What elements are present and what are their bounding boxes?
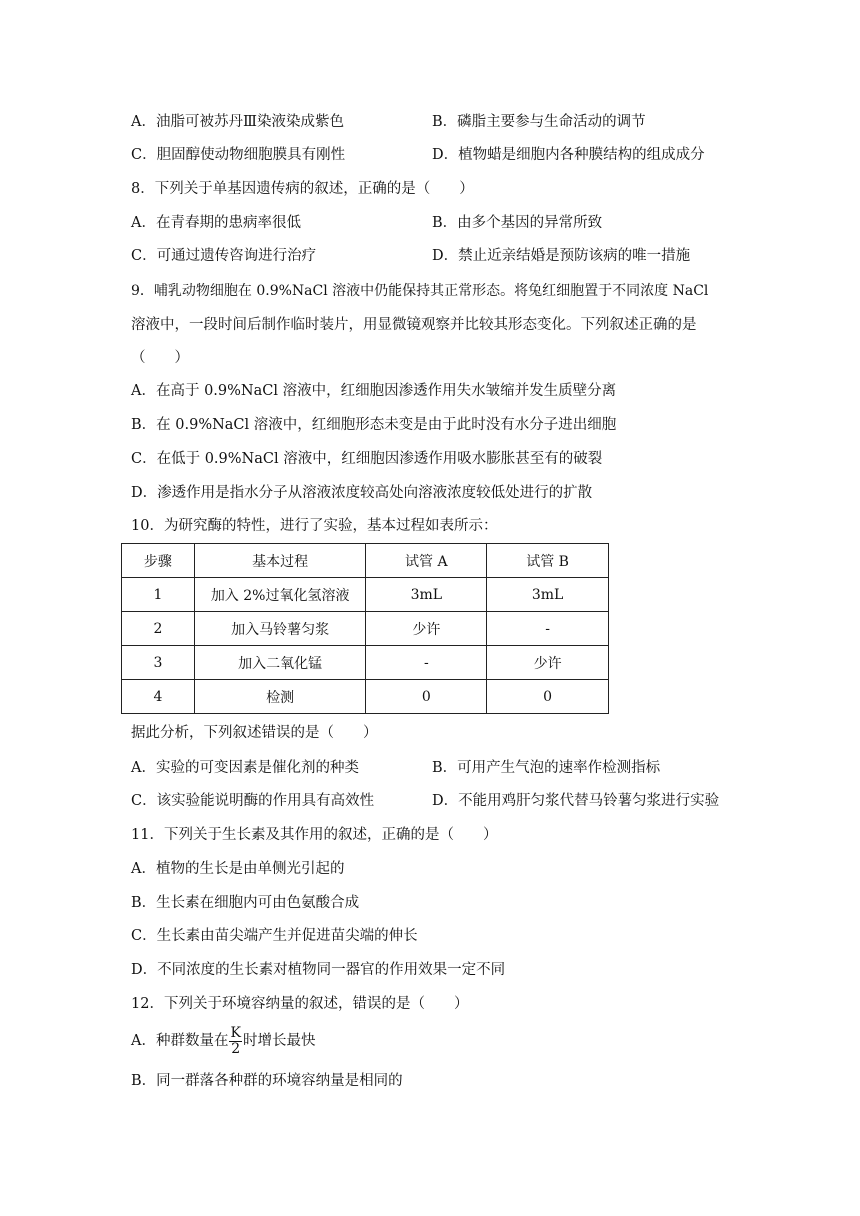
header-procedure: 基本过程 (194, 544, 366, 578)
q10-option-b: B．可用产生气泡的速率作检测指标 (432, 760, 661, 776)
cell-tube-b: 少许 (487, 646, 609, 680)
cell-step: 3 (122, 646, 195, 680)
experiment-table (121, 543, 609, 714)
cell-tube-a: 0 (366, 680, 487, 714)
cell-step: 1 (122, 578, 195, 612)
cell-step: 2 (122, 612, 195, 646)
q12-option-a-suffix: 时增长最快 (242, 1033, 316, 1049)
q10-stem: 10．为研究酶的特性，进行了实验，基本过程如表所示： (131, 518, 498, 534)
cell-tube-a: 少许 (366, 612, 487, 646)
cell-procedure: 加入 2%过氧化氢溶液 (194, 578, 366, 612)
q8-stem: 8．下列关于单基因遗传病的叙述，正确的是（ ） (131, 181, 474, 197)
q10-option-c: C．该实验能说明酶的作用具有高效性 (131, 793, 375, 809)
q8-option-b: B．由多个基因的异常所致 (432, 215, 603, 231)
q7-option-d: D．植物蜡是细胞内各种膜结构的组成成分 (432, 147, 705, 163)
q11-option-b: B．生长素在细胞内可由色氨酸合成 (131, 895, 360, 911)
q9-option-b: B．在 0.9%NaCl 溶液中，红细胞形态未变是由于此时没有水分子进出细胞 (131, 417, 617, 433)
cell-tube-a: 3mL (366, 578, 487, 612)
cell-tube-a: - (366, 646, 487, 680)
q9-stem-line-2: 溶液中，一段时间后制作临时装片，用显微镜观察并比较其形态变化。下列叙述正确的是 (131, 317, 697, 333)
q10-option-d: D．不能用鸡肝匀浆代替马铃薯匀浆进行实验 (432, 793, 720, 809)
q10-followup: 据此分析，下列叙述错误的是（ ） (131, 725, 378, 741)
header-tube-a: 试管 A (366, 544, 487, 578)
q7-option-b: B．磷脂主要参与生命活动的调节 (432, 114, 646, 130)
q11-option-a: A．植物的生长是由单侧光引起的 (131, 861, 345, 877)
q11-option-c: C．生长素由苗尖端产生并促进苗尖端的伸长 (131, 928, 418, 944)
fraction-denominator: 2 (231, 1040, 241, 1057)
q12-stem: 12．下列关于环境容纳量的叙述，错误的是（ ） (131, 996, 469, 1012)
header-step: 步骤 (122, 544, 195, 578)
q11-option-d: D．不同浓度的生长素对植物同一器官的作用效果一定不同 (131, 962, 506, 978)
q11-stem: 11．下列关于生长素及其作用的叙述，正确的是（ ） (131, 827, 498, 843)
k-over-2-fraction (229, 1026, 241, 1057)
table-row (122, 578, 609, 612)
q12-option-a (131, 1024, 315, 1058)
cell-procedure: 检测 (194, 680, 366, 714)
table-row (122, 646, 609, 680)
q12-option-a-prefix: A．种群数量在 (131, 1033, 229, 1049)
table-row (122, 612, 609, 646)
cell-tube-b: - (487, 612, 609, 646)
q7-option-c: C．胆固醇使动物细胞膜具有刚性 (131, 147, 346, 163)
q7-option-a: A．油脂可被苏丹Ⅲ染液染成紫色 (131, 114, 344, 130)
q9-option-c: C．在低于 0.9%NaCl 溶液中，红细胞因渗透作用吸水膨胀甚至有的破裂 (131, 451, 603, 467)
cell-tube-b: 3mL (487, 578, 609, 612)
q10-option-a: A．实验的可变因素是催化剂的种类 (131, 760, 359, 776)
q8-option-d: D．禁止近亲结婚是预防该病的唯一措施 (432, 248, 691, 264)
q8-option-a: A．在青春期的患病率很低 (131, 215, 301, 231)
cell-step: 4 (122, 680, 195, 714)
q12-option-b: B．同一群落各种群的环境容纳量是相同的 (131, 1073, 403, 1089)
fraction-numerator: K (230, 1024, 241, 1041)
q9-stem-line-3: （ ） (131, 350, 189, 366)
q9-option-a: A．在高于 0.9%NaCl 溶液中，红细胞因渗透作用失水皱缩并发生质壁分离 (131, 383, 617, 399)
cell-tube-b: 0 (487, 680, 609, 714)
table-header-row (122, 544, 609, 578)
header-tube-b: 试管 B (487, 544, 609, 578)
cell-procedure: 加入马铃薯匀浆 (194, 612, 366, 646)
q9-option-d: D．渗透作用是指水分子从溶液浓度较高处向溶液浓度较低处进行的扩散 (131, 485, 593, 501)
table-row (122, 680, 609, 714)
q8-option-c: C．可通过遗传咨询进行治疗 (131, 248, 317, 264)
cell-procedure: 加入二氧化锰 (194, 646, 366, 680)
q9-stem-line-1: 9．哺乳动物细胞在 0.9%NaCl 溶液中仍能保持其正常形态。将兔红细胞置于不同浓度 NaCl (131, 283, 709, 299)
